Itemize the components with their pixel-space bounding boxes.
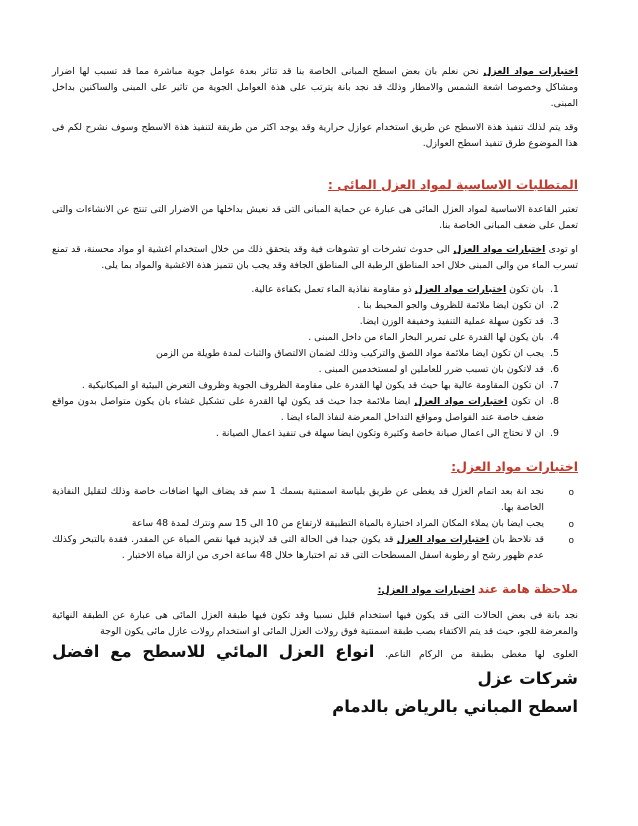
list-item: .7 ان تكون المقاومة عالية بها حيث قد يكون لها القدرة على مقاومة الظروف الجوية وظروف التعرض البيئية او الميكانيكية . <box>81 380 559 391</box>
keyword-link-continued[interactable]: اسطح المباني بالرياض بالدمام <box>332 697 578 716</box>
requirements-heading: المتطلبات الاساسية لمواد العزل المائى : <box>327 177 578 192</box>
list-item: .3 قد تكون سهلة عملية التنفيذ وخفيفة الوزن ايضا. <box>359 316 559 327</box>
circle-bullet-icon: o <box>568 520 574 530</box>
list-item: .4 بان يكون لها القدرة على تمرير البخار الماء من داخل المبنى . <box>308 332 559 343</box>
key-term[interactable]: اختبارات مواد العزل <box>414 396 508 407</box>
key-term[interactable]: اختبارات مواد العزل <box>396 534 490 545</box>
note-closing-line: العلوى لها مغطى بطبقة من الركام الناعم. انواع العزل المائي للاسطح مع افضل شركات عزل <box>52 642 578 688</box>
list-item: o قد نلاحظ بان اختبارات مواد العزل قد يكون جيدا فى الحالة التى قد لايزيد فيها نقص المياة عن المقدر. فقدة بالتبخر وكذلك عدم ظهور رشح او رطوبة اسفل المسطحات التى قد تم اختبارها خلال 48 ساعة اخرى من ازالة مياة الاختبار . <box>52 534 574 561</box>
tests-list <box>52 484 578 564</box>
requirements-paragraph-1: تعتبر القاعدة الاساسية لمواد العزل المائى هى عبارة عن حماية المبانى التى قد نعيش بداخلها من الاضرار التى تنتج عن الانشاءات والتى تعمل على ضعف المبانى الخاصة بنا. <box>52 204 578 231</box>
requirements-paragraph-2: او تودى اختبارات مواد العزل الى حدوث تشرخات او تشوهات فية وقد يتحقق ذلك من خلال استخدام اغشية او مواد محسنة، قد تمنع تسرب الماء من والى المبنى خلال احد المناطق الرطبة الى المناطق الجافة وقد يجب بان تتميز هذة الاغشية والمواد بما يلى. <box>52 244 579 271</box>
list-item: .6 قد لاتكون بان تسبب ضرر للعاملين او لمستخدمين المبنى . <box>318 364 559 375</box>
intro-paragraph-2: وقد يتم لذلك تنفيذ هذة الاسطح عن طريق استخدام عوازل حرارية وقد يوجد اكثر من طريقة لتنفيذ هذة الاسطح وسوف نشرح لكم فى هذا الموضوع طرق تنفيذ اسطح العوازل. <box>52 122 578 149</box>
list-item: .5 يجب ان تكون ايضا ملائمة مواد اللصق والتركيب وذلك لضمان الالتصاق والثبات لمدة طويلة من الزمن <box>155 348 559 359</box>
keyword-link[interactable]: انواع العزل المائي للاسطح مع افضل شركات عزل <box>52 642 578 688</box>
document-page <box>52 64 578 720</box>
list-item: .2 ان تكون ايضا ملائمة للظروف والجو المحيط بنا . <box>357 300 559 311</box>
circle-bullet-icon: o <box>568 536 574 546</box>
list-item: .1 بان تكون اختبارات مواد العزل ذو مقاومة نفاذية الماء تعمل بكفاءة عالية. <box>251 284 559 295</box>
tests-heading: اختبارات مواد العزل: <box>451 459 578 474</box>
key-term[interactable]: اختبارات مواد العزل <box>483 66 579 77</box>
list-item: o يجب ايضا بان يملاء المكان المراد اختبارة بالمياة التطبيقة لارتفاع من 10 الى 15 سم ونترك لمدة 48 ساعة <box>52 516 578 532</box>
key-term[interactable]: اختبارات مواد العزل <box>414 284 507 295</box>
requirements-list <box>52 282 578 442</box>
note-heading: ملاحظة هامة عند اختبارات مواد العزل: <box>377 582 578 596</box>
note-paragraph: نجد بانة فى بعض الحالات التى قد يكون فيها استخدام قليل نسبيا وقد تكون فيها طبقة العزل المائى هى عبارة عن الطبقة النهائية والمعرضة للجو، حيث قد يتم الاكتفاء بصب طبقة اسمنتية فوق رولات العزل المائى او استخدام رولات عازل مائى يكون الوجة <box>52 610 578 637</box>
list-item: o نجد انة بعد اتمام العزل قد يغطى عن طريق بلياسة اسمنتية بسمك 1 سم قد يضاف اليها اضافات خاصة وذلك لتقليل النفاذية الخاصة بها. <box>52 486 574 513</box>
key-term[interactable]: اختبارات مواد العزل <box>453 244 546 255</box>
intro-paragraph-1: اختبارات مواد العزل نحن نعلم بان بعض اسطح المبانى الخاصة بنا قد تتاثر بعدة عوامل جوية مباشرة مما قد تسبب لها اضرار ومشاكل وخصوصا اشعة الشمس والامطار وذلك قد نجد بانة يترتب على هذة العوامل الجوية من تاثير على المبنى والساكنين بداخل المبنى. <box>52 66 579 109</box>
key-term[interactable]: اختبارات مواد العزل: <box>377 585 475 596</box>
list-item: .8 ان تكون اختبارات مواد العزل ايضا ملائمة جدا حيث قد يكون لها القدرة على تشكيل غشاء بان يكون متواصل بدون مواقع ضعف خاصة عند الفواصل ومواقع التداخل المعرضة لنفاذ الماء ايضا . <box>52 396 559 423</box>
list-item: .9 ان لا نحتاج الى اعمال صيانة خاصة وكثيرة وتكون ايضا سهلة فى تنفيذ اعمال الصيانة . <box>215 428 559 439</box>
circle-bullet-icon: o <box>568 488 574 498</box>
